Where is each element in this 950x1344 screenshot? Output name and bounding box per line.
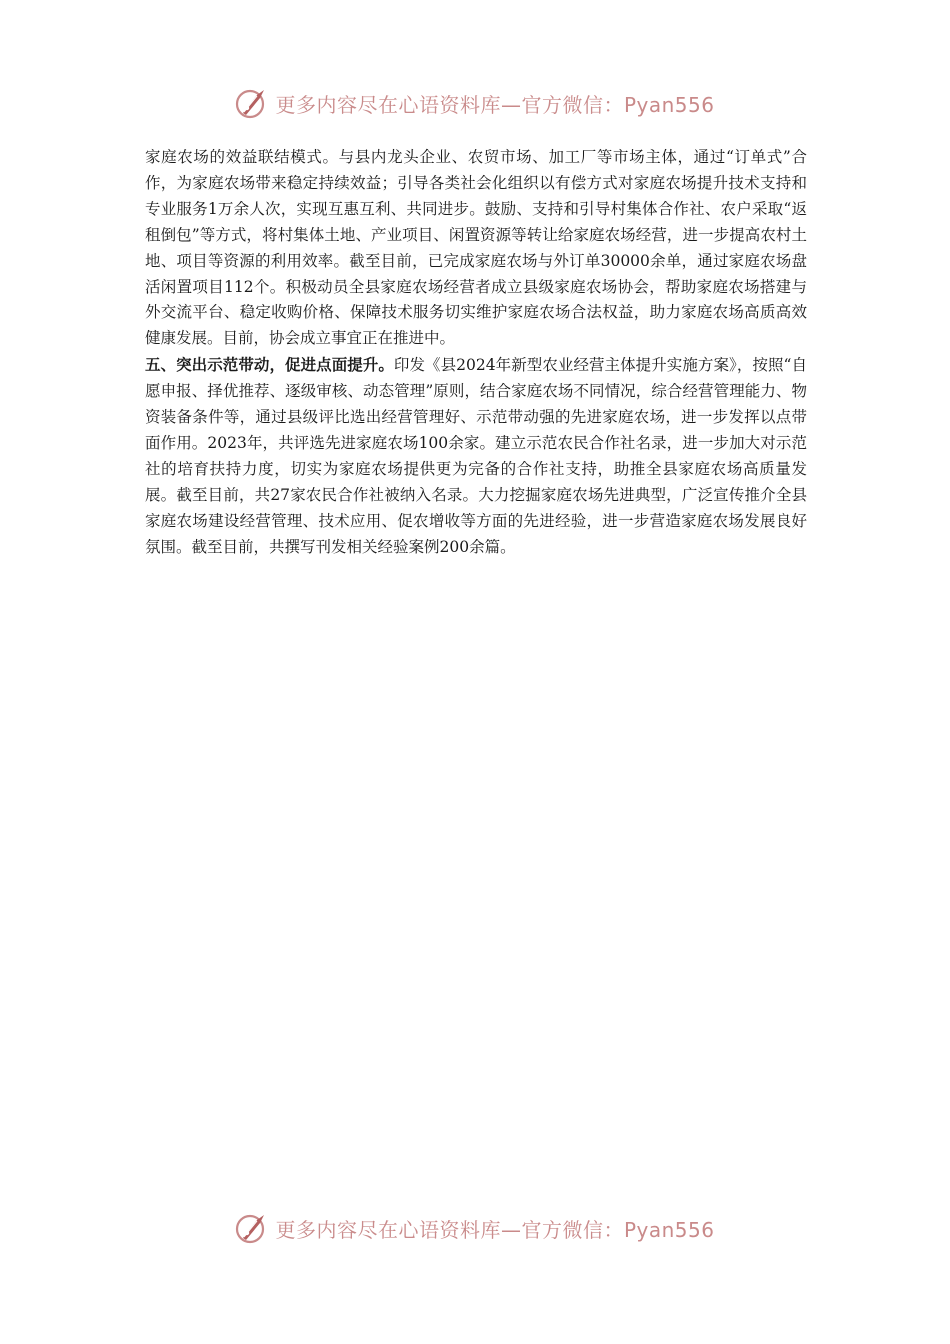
footer-watermark-text: 更多内容尽在心语资料库—官方微信：Pyan556 — [275, 1217, 715, 1242]
footer-watermark-banner — [0, 1208, 950, 1248]
document-body — [145, 145, 807, 561]
pen-nib-logo-icon — [235, 86, 269, 120]
section-5-paragraph — [145, 352, 807, 560]
pen-nib-logo-icon — [235, 1211, 269, 1245]
section-5-heading: 五、突出示范带动，促进点面提升。 — [145, 355, 394, 375]
paragraph-farm-linkage: 家庭农场的效益联结模式。与县内龙头企业、农贸市场、加工厂等市场主体，通过“订单式”合作，为家庭农场带来稳定持续效益；引导各类社会化组织以有偿方式对家庭农场提升技术支持和专业服务1万余人次，实现互惠互利、共同进步。鼓励、支持和引导村集体合作社、农户采取“返租倒包”等方式，将村集体土地、产业项目、闲置资源等转让给家庭农场经营，进一步提高农村土地、项目等资源的利用效率。截至目前，已完成家庭农场与外订单30000余单，通过家庭农场盘活闲置项目112个。积极动员全县家庭农场经营者成立县级家庭农场协会，帮助家庭农场搭建与外交流平台、稳定收购价格、保障技术服务切实维护家庭农场合法权益，助力家庭农场高质高效健康发展。目前，协会成立事宜正在推进中。 — [145, 148, 807, 348]
section-5-text: 印发《县2024年新型农业经营主体提升实施方案》，按照“自愿申报、择优推荐、逐级审核、动态管理”原则，结合家庭农场不同情况，综合经营管理能力、物资装备条件等，通过县级评比选出经营管理好、示范带动强的先进家庭农场，进一步发挥以点带面作用。2023年，共评选先进家庭农场100余家。建立示范农民合作社名录，进一步加大对示范社的培育扶持力度，切实为家庭农场提供更为完备的合作社支持，助推全县家庭农场高质量发展。截至目前，共27家农民合作社被纳入名录。大力挖掘家庭农场先进典型，广泛宣传推介全县家庭农场建设经营管理、技术应用、促农增收等方面的先进经验，进一步营造家庭农场发展良好氛围。截至目前，共撰写刊发相关经验案例200余篇。 — [145, 356, 807, 556]
header-watermark-banner — [0, 83, 950, 123]
header-watermark-text: 更多内容尽在心语资料库—官方微信：Pyan556 — [275, 92, 715, 117]
